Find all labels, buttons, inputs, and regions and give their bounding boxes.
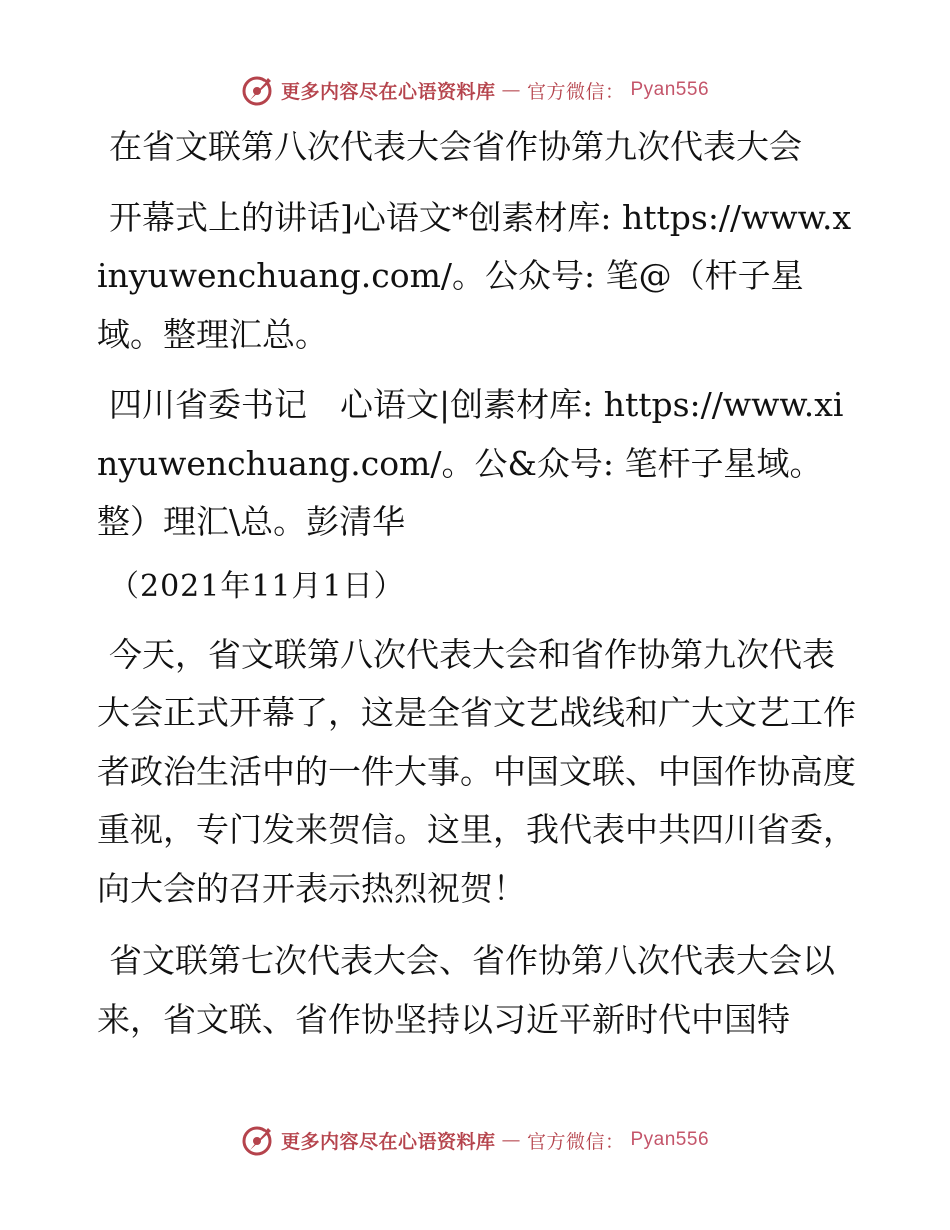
banner-dash: — xyxy=(501,1129,521,1151)
body-paragraph: 省文联第七次代表大会、省作协第八次代表大会以来，省文联、省作协坚持以习近平新时代中国特 xyxy=(97,941,835,1039)
author-line: 四川省委书记 心语文|创素材库: https://www.xinyuwenchuang.com/。公&众号: 笔杆子星域。整）理汇\总。彭清华 xyxy=(97,385,844,541)
banner-dash: — xyxy=(501,79,521,101)
feather-logo-icon xyxy=(241,1123,275,1157)
banner-wechat-id: Pyan556 xyxy=(630,1129,710,1150)
banner-wechat-id: Pyan556 xyxy=(630,79,710,100)
document-body xyxy=(97,118,857,1049)
footer-banner xyxy=(0,1120,950,1160)
banner-wechat-label: 官方微信： xyxy=(526,80,625,103)
title-line-2: 开幕式上的讲话]心语文*创素材库: https://www.xinyuwenchuang.com/。公众号: 笔@（杆子星域。整理汇总。 xyxy=(97,197,852,354)
banner-content xyxy=(241,73,709,107)
body-paragraph: 今天，省文联第八次代表大会和省作协第九次代表大会正式开幕了，这是全省文艺战线和广大文艺工作者政治生活中的一件大事。中国文联、中国作协高度重视，专门发来贺信。这里，我代表中共四川省委，向大会的召开表示热烈祝贺！ xyxy=(97,634,856,908)
header-banner xyxy=(0,70,950,110)
speech-date: （2021年11月1日） xyxy=(109,568,405,604)
banner-title: 更多内容尽在心语资料库 xyxy=(280,1130,496,1153)
feather-logo-icon xyxy=(241,73,275,107)
banner-wechat-label: 官方微信： xyxy=(526,1130,625,1153)
banner-content xyxy=(241,1123,709,1157)
title-line-1: 在省文联第八次代表大会省作协第九次代表大会 xyxy=(109,127,802,166)
banner-title: 更多内容尽在心语资料库 xyxy=(280,80,496,103)
